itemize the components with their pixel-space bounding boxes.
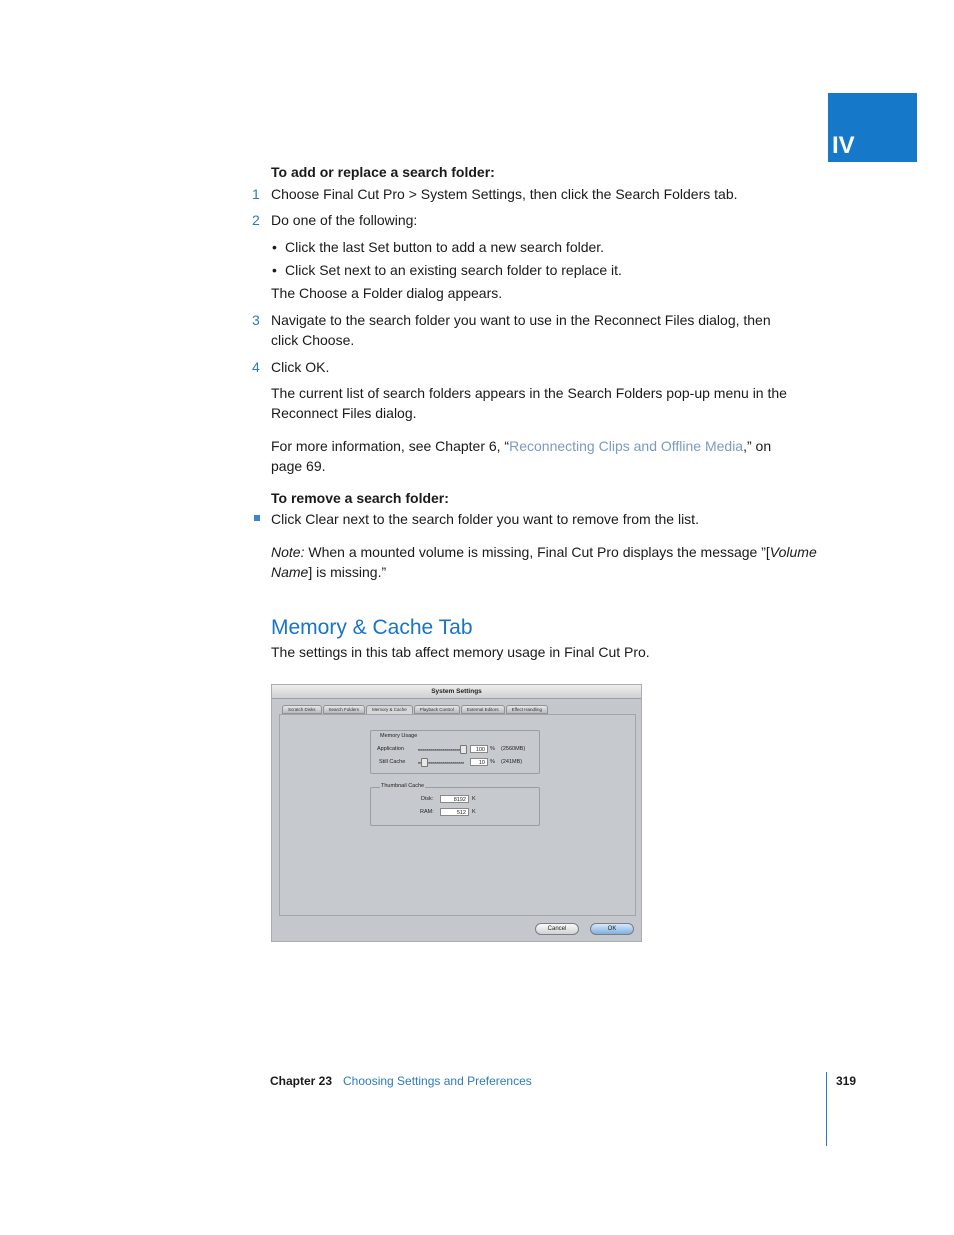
application-label: Application [377,746,404,752]
disk-unit: K [472,796,476,802]
step-text: Choose Final Cut Pro > System Settings, then click the Search Folders tab. [271,186,738,202]
section-title: Memory & Cache Tab [271,616,473,639]
step-number: 4 [252,359,260,375]
more-info-prefix: For more information, see Chapter 6, “ [271,438,510,454]
bullet-text: Click the last Set button to add a new search folder. [285,239,605,255]
note-italic: Name [271,564,309,580]
note-text: When a mounted volume is missing, Final Cut Pro displays the message ”[ [308,544,770,560]
tab-panel [279,714,636,916]
square-bullet-icon [254,515,260,521]
bullet-text: Click Set next to an existing search folder to replace it. [285,262,622,278]
tab-memory-cache[interactable]: Memory & Cache [366,705,413,714]
note-italic: Volume [769,544,817,560]
ram-label: RAM: [420,809,434,815]
bullet-dot: • [272,262,277,278]
window-title: System Settings [272,685,641,699]
paragraph: page 69. [271,458,326,474]
note [271,542,817,562]
ram-input[interactable]: 512 [440,808,469,816]
application-slider[interactable] [418,749,464,751]
note-label: Note: [271,544,305,560]
cancel-button[interactable]: Cancel [535,923,579,935]
tab-effect-handling[interactable]: Effect Handling [506,705,548,714]
remove-bullet-text: Click Clear next to the search folder you want to remove from the list. [271,511,699,527]
step-number: 2 [252,212,260,228]
step-text: Navigate to the search folder you want to use in the Reconnect Files dialog, then [271,312,771,328]
note-text: ] is missing.” [308,564,387,580]
still-cache-unit: % [490,759,495,765]
tab-bar [282,705,548,714]
note-line2 [271,562,386,582]
tab-external-editors[interactable]: External Editors [461,705,505,714]
disk-label: Disk: [421,796,434,802]
still-cache-label: Still Cache [379,759,406,765]
footer-chapter-title[interactable]: Choosing Settings and Preferences [343,1074,532,1088]
tab-scratch-disks[interactable]: Scratch Disks [282,705,322,714]
footer-chapter: Chapter 23 [270,1074,333,1088]
more-info [271,436,771,456]
section-intro: The settings in this tab affect memory usage in Final Cut Pro. [271,644,650,660]
application-input[interactable]: 100 [470,745,488,753]
paragraph: The Choose a Folder dialog appears. [271,285,503,301]
remove-heading: To remove a search folder: [271,490,449,506]
step-text: click Choose. [271,332,355,348]
still-cache-slider-thumb[interactable] [421,758,428,767]
tab-search-folders[interactable]: Search Folders [323,705,366,714]
chapter-link[interactable]: Reconnecting Clips and Offline Media [509,438,744,454]
paragraph: Reconnect Files dialog. [271,405,417,421]
step-text: Do one of the following: [271,212,418,228]
step-number: 3 [252,312,260,328]
still-cache-mb: (241MB) [501,759,523,765]
step-text: Click OK. [271,359,330,375]
add-replace-heading: To add or replace a search folder: [271,164,495,180]
application-mb: (2560MB) [501,746,526,752]
system-settings-screenshot [271,684,642,942]
thumbnail-cache-group [370,787,540,826]
step-number: 1 [252,186,260,202]
ram-unit: K [472,809,476,815]
memory-usage-label: Memory Usage [380,733,418,739]
footer-divider [826,1072,827,1146]
still-cache-input[interactable]: 10 [470,758,488,766]
more-info-suffix: ,” on [743,438,772,454]
part-tab [828,93,917,162]
ok-button[interactable]: OK [590,923,634,935]
part-tab-label: IV [832,132,855,159]
page-number: 319 [836,1074,857,1088]
application-slider-thumb[interactable] [460,745,467,754]
disk-input[interactable]: 8192 [440,795,469,803]
application-unit: % [490,746,495,752]
tab-playback-control[interactable]: Playback Control [414,705,460,714]
thumbnail-cache-label: Thumbnail Cache [381,783,425,789]
paragraph: The current list of search folders appears in the Search Folders pop-up menu in the [271,385,787,401]
bullet-dot: • [272,239,277,255]
